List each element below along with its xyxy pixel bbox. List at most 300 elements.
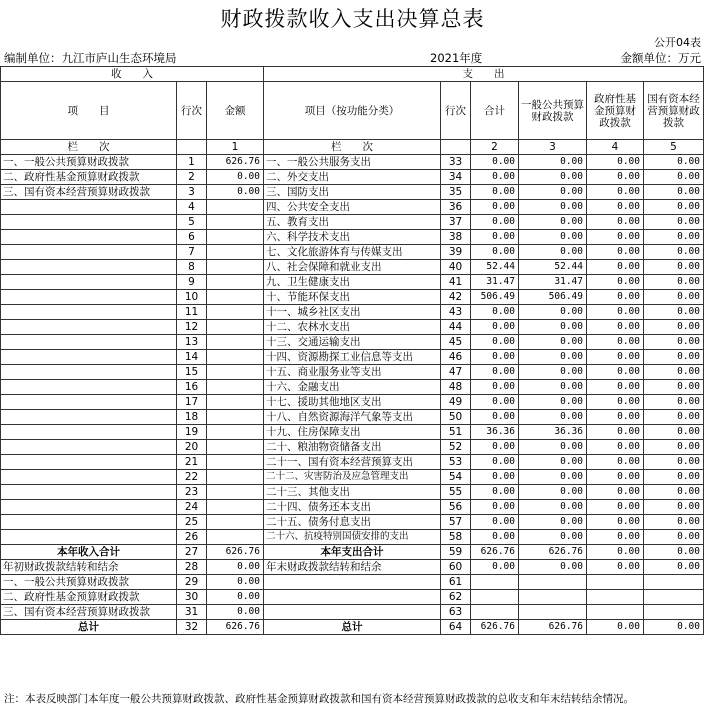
right-item: 十九、住房保障支出 xyxy=(264,425,441,440)
table-row xyxy=(1,485,704,500)
left-item: 总计 xyxy=(1,620,177,635)
report-title: 财政拨款收入支出决算总表 xyxy=(220,7,485,31)
total-amount: 506.49 xyxy=(471,290,519,305)
gov-fund-amount: 0.00 xyxy=(587,320,644,335)
general-budget-amount: 31.47 xyxy=(519,275,587,290)
left-row-no: 17 xyxy=(177,395,207,410)
left-amount xyxy=(207,215,264,230)
lanci-label: 栏 次 xyxy=(1,140,177,155)
gov-fund-amount: 0.00 xyxy=(587,455,644,470)
table-row xyxy=(1,470,704,485)
gov-fund-amount: 0.00 xyxy=(587,515,644,530)
general-budget-amount: 0.00 xyxy=(519,350,587,365)
total-amount: 626.76 xyxy=(471,620,519,635)
right-item: 十一、城乡社区支出 xyxy=(264,305,441,320)
table-row xyxy=(1,440,704,455)
left-row-no: 24 xyxy=(177,500,207,515)
state-capital-header: 国有资本经营预算财政拨款 xyxy=(644,82,704,140)
left-amount xyxy=(207,275,264,290)
left-item xyxy=(1,515,177,530)
state-capital-amount: 0.00 xyxy=(644,365,704,380)
left-row-no: 23 xyxy=(177,485,207,500)
left-row-no: 20 xyxy=(177,440,207,455)
total-amount: 0.00 xyxy=(471,380,519,395)
state-capital-amount: 0.00 xyxy=(644,440,704,455)
state-capital-amount: 0.00 xyxy=(644,545,704,560)
footnote: 注：本表反映部门本年度一般公共预算财政拨款、政府性基金预算财政拨款和国有资本经营预算财政拨款的总收支和年末结转结余情况。 xyxy=(4,693,634,705)
state-capital-amount: 0.00 xyxy=(644,620,704,635)
general-budget-amount: 0.00 xyxy=(519,500,587,515)
right-row-no: 47 xyxy=(441,365,471,380)
general-budget-amount: 52.44 xyxy=(519,260,587,275)
right-row-no: 58 xyxy=(441,530,471,545)
right-row-no: 36 xyxy=(441,200,471,215)
gov-fund-amount: 0.00 xyxy=(587,170,644,185)
left-amount: 626.76 xyxy=(207,155,264,170)
func-item-header: 项目（按功能分类） xyxy=(264,82,441,140)
table-row xyxy=(1,455,704,470)
left-item: 一、一般公共预算财政拨款 xyxy=(1,575,177,590)
right-item xyxy=(264,605,441,620)
left-amount xyxy=(207,470,264,485)
state-capital-amount: 0.00 xyxy=(644,170,704,185)
left-item xyxy=(1,350,177,365)
right-item: 十、节能环保支出 xyxy=(264,290,441,305)
total-amount: 0.00 xyxy=(471,500,519,515)
state-capital-amount: 0.00 xyxy=(644,560,704,575)
left-row-no: 28 xyxy=(177,560,207,575)
left-row-no: 4 xyxy=(177,200,207,215)
left-item xyxy=(1,530,177,545)
report-year: 2021年度 xyxy=(430,51,483,65)
left-row-no: 3 xyxy=(177,185,207,200)
table-row xyxy=(1,395,704,410)
left-item: 三、国有资本经营预算财政拨款 xyxy=(1,605,177,620)
total-amount: 36.36 xyxy=(471,425,519,440)
gov-fund-amount: 0.00 xyxy=(587,500,644,515)
left-item: 年初财政拨款结转和结余 xyxy=(1,560,177,575)
gov-fund-amount: 0.00 xyxy=(587,200,644,215)
right-row-no: 40 xyxy=(441,260,471,275)
table-row xyxy=(1,590,704,605)
table-row xyxy=(1,215,704,230)
right-row-no: 59 xyxy=(441,545,471,560)
left-amount xyxy=(207,500,264,515)
left-row-no: 10 xyxy=(177,290,207,305)
gov-fund-amount: 0.00 xyxy=(587,365,644,380)
total-amount: 0.00 xyxy=(471,170,519,185)
left-item xyxy=(1,335,177,350)
left-item: 二、政府性基金预算财政拨款 xyxy=(1,590,177,605)
reporting-unit: 编制单位：九江市庐山生态环境局 xyxy=(4,51,177,65)
right-item: 年末财政拨款结转和结余 xyxy=(264,560,441,575)
table-row xyxy=(1,335,704,350)
right-item: 五、教育支出 xyxy=(264,215,441,230)
left-item xyxy=(1,305,177,320)
left-item xyxy=(1,245,177,260)
state-capital-amount: 0.00 xyxy=(644,500,704,515)
left-amount xyxy=(207,365,264,380)
left-row-no: 32 xyxy=(177,620,207,635)
right-row-no: 53 xyxy=(441,455,471,470)
left-amount xyxy=(207,395,264,410)
right-item: 十五、商业服务业等支出 xyxy=(264,365,441,380)
state-capital-amount: 0.00 xyxy=(644,260,704,275)
right-item: 三、国防支出 xyxy=(264,185,441,200)
general-budget-amount: 36.36 xyxy=(519,425,587,440)
table-row xyxy=(1,365,704,380)
general-budget-amount: 626.76 xyxy=(519,545,587,560)
right-row-no: 42 xyxy=(441,290,471,305)
general-budget-header: 一般公共预算财政拨款 xyxy=(519,82,587,140)
table-row xyxy=(1,425,704,440)
right-row-no: 50 xyxy=(441,410,471,425)
right-row-no: 55 xyxy=(441,485,471,500)
gov-fund-amount: 0.00 xyxy=(587,440,644,455)
left-row-no: 7 xyxy=(177,245,207,260)
left-amount xyxy=(207,230,264,245)
left-row-no: 31 xyxy=(177,605,207,620)
left-item: 本年收入合计 xyxy=(1,545,177,560)
right-row-no: 45 xyxy=(441,335,471,350)
left-row-no: 8 xyxy=(177,260,207,275)
gov-fund-amount: 0.00 xyxy=(587,335,644,350)
total-amount: 0.00 xyxy=(471,245,519,260)
gov-fund-amount: 0.00 xyxy=(587,545,644,560)
total-amount: 31.47 xyxy=(471,275,519,290)
row-no-header: 行次 xyxy=(177,82,207,140)
left-row-no: 15 xyxy=(177,365,207,380)
gov-fund-amount: 0.00 xyxy=(587,155,644,170)
table-row xyxy=(1,575,704,590)
table-row xyxy=(1,500,704,515)
table-row xyxy=(1,200,704,215)
left-row-no: 25 xyxy=(177,515,207,530)
left-row-no: 6 xyxy=(177,230,207,245)
left-row-no: 2 xyxy=(177,170,207,185)
general-budget-amount: 0.00 xyxy=(519,440,587,455)
general-budget-amount xyxy=(519,590,587,605)
left-item xyxy=(1,425,177,440)
total-amount: 0.00 xyxy=(471,515,519,530)
general-budget-amount: 0.00 xyxy=(519,365,587,380)
general-budget-amount: 0.00 xyxy=(519,335,587,350)
left-amount xyxy=(207,200,264,215)
gov-fund-amount: 0.00 xyxy=(587,245,644,260)
right-row-no: 37 xyxy=(441,215,471,230)
left-amount xyxy=(207,260,264,275)
general-budget-amount: 0.00 xyxy=(519,530,587,545)
gov-fund-amount: 0.00 xyxy=(587,485,644,500)
right-row-no: 43 xyxy=(441,305,471,320)
table-row xyxy=(1,170,704,185)
left-item xyxy=(1,500,177,515)
left-row-no: 19 xyxy=(177,425,207,440)
left-item xyxy=(1,470,177,485)
state-capital-amount: 0.00 xyxy=(644,410,704,425)
gov-fund-header: 政府性基金预算财政拨款 xyxy=(587,82,644,140)
income-header: 收 入 xyxy=(1,67,264,82)
general-budget-amount: 0.00 xyxy=(519,155,587,170)
gov-fund-amount: 0.00 xyxy=(587,380,644,395)
left-amount xyxy=(207,290,264,305)
right-row-no: 54 xyxy=(441,470,471,485)
left-item: 三、国有资本经营预算财政拨款 xyxy=(1,185,177,200)
gov-fund-amount: 0.00 xyxy=(587,290,644,305)
general-budget-amount: 0.00 xyxy=(519,215,587,230)
right-row-no: 34 xyxy=(441,170,471,185)
gov-fund-amount: 0.00 xyxy=(587,560,644,575)
column-number-row xyxy=(1,140,704,155)
left-row-no: 5 xyxy=(177,215,207,230)
left-amount: 626.76 xyxy=(207,545,264,560)
left-amount xyxy=(207,245,264,260)
right-item: 十八、自然资源海洋气象等支出 xyxy=(264,410,441,425)
right-item: 二十三、其他支出 xyxy=(264,485,441,500)
left-amount: 0.00 xyxy=(207,575,264,590)
total-amount: 0.00 xyxy=(471,185,519,200)
left-row-no: 26 xyxy=(177,530,207,545)
general-budget-amount: 0.00 xyxy=(519,560,587,575)
left-item xyxy=(1,260,177,275)
table-row xyxy=(1,185,704,200)
table-row xyxy=(1,350,704,365)
general-budget-amount: 0.00 xyxy=(519,470,587,485)
right-row-no: 33 xyxy=(441,155,471,170)
right-row-no: 56 xyxy=(441,500,471,515)
left-row-no: 13 xyxy=(177,335,207,350)
right-row-no: 39 xyxy=(441,245,471,260)
total-amount: 0.00 xyxy=(471,230,519,245)
right-item: 十七、援助其他地区支出 xyxy=(264,395,441,410)
left-row-no: 9 xyxy=(177,275,207,290)
left-amount: 0.00 xyxy=(207,185,264,200)
total-amount: 52.44 xyxy=(471,260,519,275)
general-budget-amount: 0.00 xyxy=(519,170,587,185)
right-row-no: 46 xyxy=(441,350,471,365)
amount-header: 金额 xyxy=(207,82,264,140)
general-budget-amount xyxy=(519,575,587,590)
table-row xyxy=(1,245,704,260)
left-item xyxy=(1,320,177,335)
general-budget-amount: 0.00 xyxy=(519,230,587,245)
expense-header: 支 出 xyxy=(264,67,704,82)
left-item xyxy=(1,290,177,305)
state-capital-amount xyxy=(644,605,704,620)
general-budget-amount: 626.76 xyxy=(519,620,587,635)
right-item: 一、一般公共服务支出 xyxy=(264,155,441,170)
state-capital-amount: 0.00 xyxy=(644,335,704,350)
state-capital-amount: 0.00 xyxy=(644,425,704,440)
left-amount: 0.00 xyxy=(207,560,264,575)
total-amount xyxy=(471,590,519,605)
left-amount xyxy=(207,440,264,455)
table-row xyxy=(1,605,704,620)
gov-fund-amount: 0.00 xyxy=(587,395,644,410)
state-capital-amount: 0.00 xyxy=(644,305,704,320)
col-no-3: 3 xyxy=(519,140,587,155)
table-row xyxy=(1,155,704,170)
table-row xyxy=(1,380,704,395)
right-row-no: 63 xyxy=(441,605,471,620)
total-amount: 0.00 xyxy=(471,305,519,320)
left-item xyxy=(1,215,177,230)
total-amount: 0.00 xyxy=(471,455,519,470)
table-row xyxy=(1,290,704,305)
gov-fund-amount: 0.00 xyxy=(587,425,644,440)
left-item xyxy=(1,200,177,215)
total-header: 合计 xyxy=(471,82,519,140)
table-row xyxy=(1,545,704,560)
left-amount xyxy=(207,335,264,350)
table-row xyxy=(1,530,704,545)
right-item: 二十四、债务还本支出 xyxy=(264,500,441,515)
total-amount: 0.00 xyxy=(471,200,519,215)
total-amount: 0.00 xyxy=(471,215,519,230)
gov-fund-amount: 0.00 xyxy=(587,305,644,320)
col-no-4: 4 xyxy=(587,140,644,155)
state-capital-amount: 0.00 xyxy=(644,470,704,485)
form-number: 公开04表 xyxy=(654,36,701,49)
left-row-no: 21 xyxy=(177,455,207,470)
state-capital-amount xyxy=(644,590,704,605)
budget-table xyxy=(0,66,704,635)
left-item xyxy=(1,275,177,290)
right-row-no: 48 xyxy=(441,380,471,395)
general-budget-amount: 0.00 xyxy=(519,485,587,500)
col-no-2: 2 xyxy=(471,140,519,155)
left-amount xyxy=(207,455,264,470)
total-amount: 0.00 xyxy=(471,530,519,545)
state-capital-amount: 0.00 xyxy=(644,155,704,170)
gov-fund-amount: 0.00 xyxy=(587,275,644,290)
left-row-no: 29 xyxy=(177,575,207,590)
gov-fund-amount: 0.00 xyxy=(587,215,644,230)
col-no-5: 5 xyxy=(644,140,704,155)
left-item xyxy=(1,440,177,455)
state-capital-amount xyxy=(644,575,704,590)
right-row-no: 61 xyxy=(441,575,471,590)
table-row xyxy=(1,260,704,275)
general-budget-amount: 0.00 xyxy=(519,395,587,410)
left-row-no: 18 xyxy=(177,410,207,425)
right-item: 四、公共安全支出 xyxy=(264,200,441,215)
right-item: 十三、交通运输支出 xyxy=(264,335,441,350)
left-item xyxy=(1,485,177,500)
total-amount: 0.00 xyxy=(471,335,519,350)
gov-fund-amount xyxy=(587,605,644,620)
state-capital-amount: 0.00 xyxy=(644,515,704,530)
general-budget-amount: 506.49 xyxy=(519,290,587,305)
left-row-no: 30 xyxy=(177,590,207,605)
right-item: 七、文化旅游体育与传媒支出 xyxy=(264,245,441,260)
right-row-no: 60 xyxy=(441,560,471,575)
gov-fund-amount: 0.00 xyxy=(587,410,644,425)
right-item xyxy=(264,575,441,590)
left-row-no: 1 xyxy=(177,155,207,170)
right-row-no: 52 xyxy=(441,440,471,455)
total-amount: 0.00 xyxy=(471,485,519,500)
left-amount xyxy=(207,410,264,425)
right-item: 十四、资源勘探工业信息等支出 xyxy=(264,350,441,365)
gov-fund-amount xyxy=(587,575,644,590)
total-amount: 0.00 xyxy=(471,155,519,170)
table-row xyxy=(1,515,704,530)
right-item: 二、外交支出 xyxy=(264,170,441,185)
left-amount xyxy=(207,305,264,320)
right-row-no: 35 xyxy=(441,185,471,200)
right-row-no: 51 xyxy=(441,425,471,440)
general-budget-amount: 0.00 xyxy=(519,410,587,425)
total-amount: 0.00 xyxy=(471,560,519,575)
right-item: 二十五、债务付息支出 xyxy=(264,515,441,530)
state-capital-amount: 0.00 xyxy=(644,530,704,545)
right-row-no: 62 xyxy=(441,590,471,605)
total-amount xyxy=(471,575,519,590)
right-item: 二十六、抗疫特别国债安排的支出 xyxy=(264,530,441,545)
state-capital-amount: 0.00 xyxy=(644,245,704,260)
state-capital-amount: 0.00 xyxy=(644,395,704,410)
gov-fund-amount: 0.00 xyxy=(587,350,644,365)
right-row-no: 44 xyxy=(441,320,471,335)
left-row-no: 11 xyxy=(177,305,207,320)
table-row xyxy=(1,560,704,575)
total-amount: 0.00 xyxy=(471,410,519,425)
right-row-no: 38 xyxy=(441,230,471,245)
column-header-row xyxy=(1,82,704,140)
state-capital-amount: 0.00 xyxy=(644,200,704,215)
general-budget-amount: 0.00 xyxy=(519,380,587,395)
table-row xyxy=(1,275,704,290)
left-amount xyxy=(207,350,264,365)
left-item: 二、政府性基金预算财政拨款 xyxy=(1,170,177,185)
total-amount: 0.00 xyxy=(471,365,519,380)
lanci-label-2: 栏 次 xyxy=(264,140,441,155)
state-capital-amount: 0.00 xyxy=(644,350,704,365)
table-row xyxy=(1,620,704,635)
table-body xyxy=(1,155,704,635)
gov-fund-amount: 0.00 xyxy=(587,530,644,545)
right-row-no: 57 xyxy=(441,515,471,530)
table-row xyxy=(1,230,704,245)
table-row xyxy=(1,305,704,320)
left-amount: 0.00 xyxy=(207,170,264,185)
right-item: 十二、农林水支出 xyxy=(264,320,441,335)
left-row-no: 22 xyxy=(177,470,207,485)
state-capital-amount: 0.00 xyxy=(644,185,704,200)
left-item xyxy=(1,395,177,410)
state-capital-amount: 0.00 xyxy=(644,215,704,230)
table-row xyxy=(1,320,704,335)
left-item xyxy=(1,365,177,380)
left-amount xyxy=(207,380,264,395)
state-capital-amount: 0.00 xyxy=(644,230,704,245)
left-amount xyxy=(207,320,264,335)
left-row-no: 27 xyxy=(177,545,207,560)
right-item: 本年支出合计 xyxy=(264,545,441,560)
general-budget-amount: 0.00 xyxy=(519,245,587,260)
left-amount: 626.76 xyxy=(207,620,264,635)
total-amount xyxy=(471,605,519,620)
row-no2-header: 行次 xyxy=(441,82,471,140)
item-header: 项 目 xyxy=(1,82,177,140)
right-item: 二十二、灾害防治及应急管理支出 xyxy=(264,470,441,485)
total-amount: 626.76 xyxy=(471,545,519,560)
right-item: 六、科学技术支出 xyxy=(264,230,441,245)
general-budget-amount xyxy=(519,605,587,620)
left-item xyxy=(1,380,177,395)
general-budget-amount: 0.00 xyxy=(519,200,587,215)
